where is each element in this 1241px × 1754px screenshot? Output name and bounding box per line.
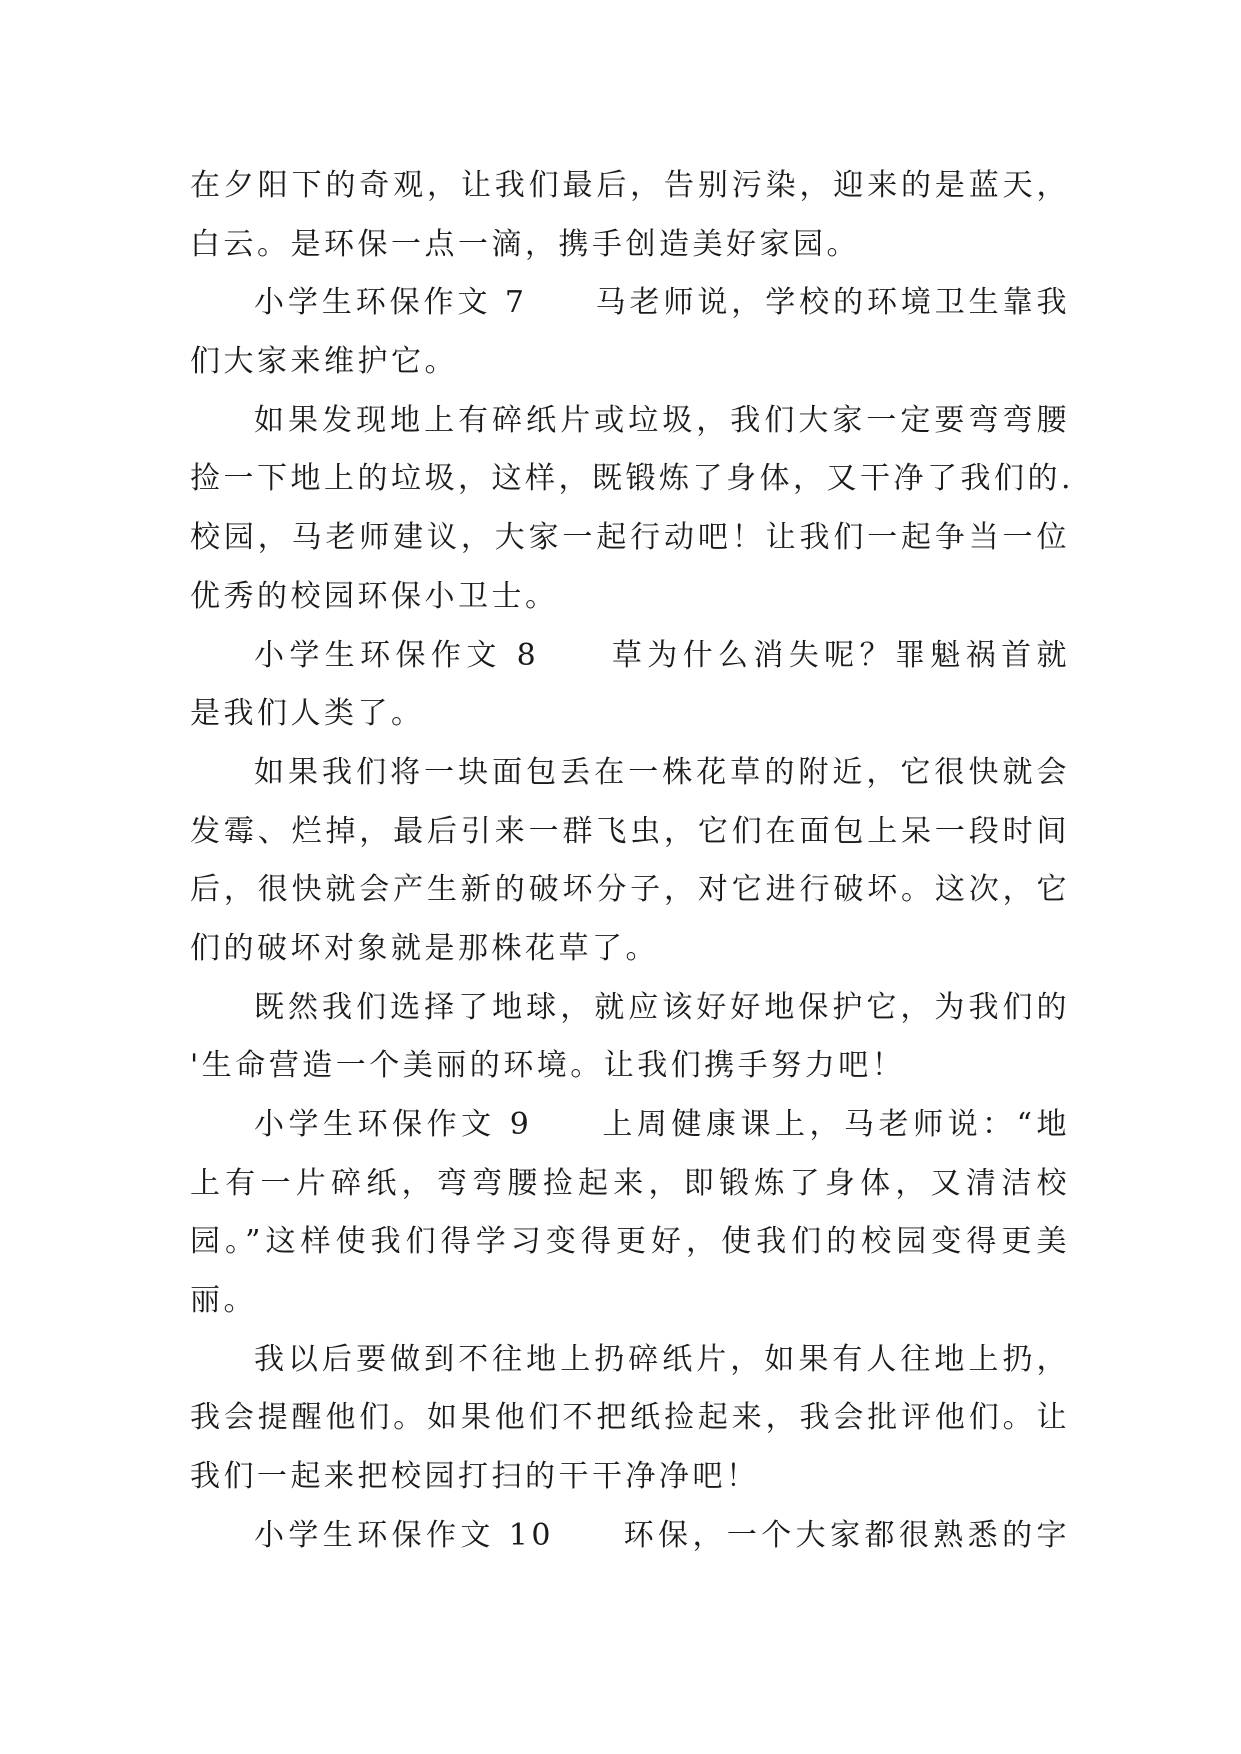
text-line: 丽。 [190, 1283, 257, 1319]
text-line: 后，很快就会产生新的破坏分子，对它进行破坏。这次，它 [190, 872, 1070, 908]
text-line: 上有一片碎纸，弯弯腰捡起来，即锻炼了身体，又清洁校 [190, 1165, 1070, 1201]
text-line: 们的破坏对象就是那株花草了。 [190, 930, 659, 966]
text-line: 小学生环保作文 10 环保，一个大家都很熟悉的字 [254, 1517, 1070, 1553]
text-line: 如果发现地上有碎纸片或垃圾，我们大家一定要弯弯腰 [254, 402, 1070, 438]
text-line: 优秀的校园环保小卫士。 [190, 578, 559, 614]
text-line: 小学生环保作文 7 马老师说，学校的环境卫生靠我 [254, 285, 1070, 321]
text-line: 如果我们将一块面包丢在一株花草的附近，它很快就会 [254, 754, 1070, 790]
text-line: 既然我们选择了地球，就应该好好地保护它，为我们的 [254, 989, 1070, 1025]
text-line: 发霉、烂掉，最后引来一群飞虫，它们在面包上呆一段时间 [190, 813, 1070, 849]
text-line: 在夕阳下的奇观，让我们最后，告别污染，迎来的是蓝天， [190, 168, 1070, 203]
text-line: '生命营造一个美丽的环境。让我们携手努力吧！ [190, 1048, 906, 1084]
text-line: 白云。是环保一点一滴，携手创造美好家园。 [190, 226, 860, 262]
document-body [190, 157, 1075, 1566]
text-line: 小学生环保作文 9 上周健康课上，马老师说：“地 [254, 1107, 1070, 1142]
text-line: 园。”这样使我们得学习变得更好，使我们的校园变得更美 [190, 1224, 1070, 1260]
text-line: 我们一起来把校园打扫的干干净净吧！ [190, 1459, 760, 1495]
text-line: 们大家来维护它。 [190, 344, 458, 380]
text-line: 校园，马老师建议，大家一起行动吧！让我们一起争当一位 [190, 520, 1070, 556]
text-line: 我以后要做到不往地上扔碎纸片，如果有人往地上扔， [254, 1341, 1070, 1377]
text-line: 小学生环保作文 8 草为什么消失呢？罪魁祸首就 [254, 637, 1070, 673]
text-line: 捡一下地上的垃圾，这样，既锻炼了身体，又干净了我们的. [190, 461, 1075, 497]
text-line: 是我们人类了。 [190, 696, 425, 732]
text-line: 我会提醒他们。如果他们不把纸捡起来，我会批评他们。让 [190, 1400, 1070, 1436]
